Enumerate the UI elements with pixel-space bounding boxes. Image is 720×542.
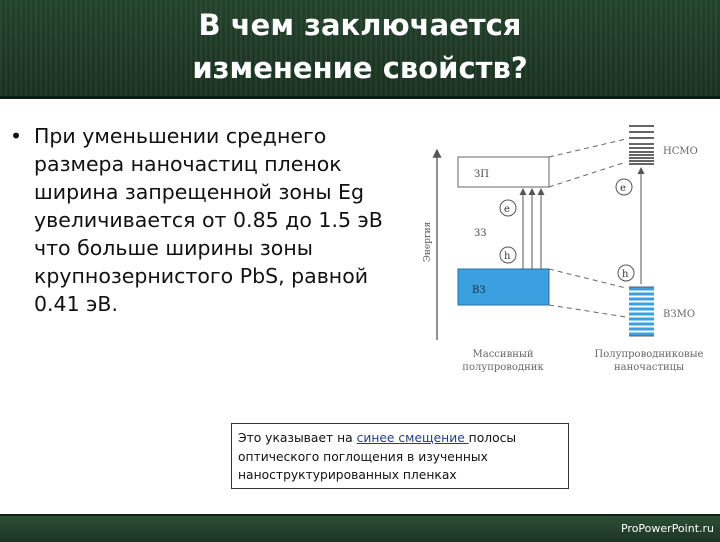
bulk-caption-line-2: полупроводник [462, 362, 544, 373]
dashed-connector [549, 162, 626, 187]
dashed-connector [549, 269, 626, 288]
footer-bar [0, 514, 720, 542]
slide-title [0, 4, 720, 90]
bullet-line: крупнозернистого PbS, равной [34, 264, 369, 288]
bullet-dot: • [10, 124, 23, 148]
note-text-end: полосы оптического поглощения в изученных наноструктурированных пленках [238, 431, 517, 482]
conduction-band [458, 157, 549, 187]
bulk-caption-line-1: Массивный [472, 349, 534, 360]
footer-brand: ProPowerPoint.ru [620, 522, 714, 535]
band-diagram [408, 112, 720, 387]
conduction-band-label: ЗП [474, 169, 489, 180]
bullet-line: что больше ширины зоны [34, 236, 313, 260]
dashed-connector [549, 139, 626, 157]
band-gap-label: ЗЗ [474, 228, 487, 239]
nano-caption-line-2: наночастицы [613, 362, 685, 373]
bullet-line: увеличивается от 0.85 до 1.5 эВ [34, 208, 383, 232]
nano-electron-label: e [620, 183, 626, 194]
bullet-item [10, 122, 402, 318]
valence-band-label: ВЗ [472, 285, 486, 296]
bullet-line: ширина запрещенной зоны Eg [34, 180, 365, 204]
nano-hole-label: h [622, 269, 629, 280]
bullet-line: размера наночастиц пленок [34, 152, 342, 176]
hole-label: h [504, 251, 511, 262]
electron-label: e [504, 204, 510, 215]
bullet-text [34, 122, 402, 318]
title-line-1: В чем заключается [198, 8, 522, 42]
energy-axis-label: Энергия [423, 221, 433, 262]
homo-label: ВЗМО [663, 309, 696, 320]
title-line-2: изменение свойств? [192, 51, 528, 85]
nano-lower-levels [629, 289, 654, 334]
header-bar [0, 0, 720, 99]
note-box [231, 423, 569, 489]
nano-caption-line-1: Полупроводниковые [594, 349, 704, 360]
bullet-line: При уменьшении среднего [34, 124, 327, 148]
lumo-label: НСМО [663, 146, 698, 157]
dashed-connector [549, 305, 626, 317]
bullet-line: 0.41 эВ. [34, 292, 118, 316]
note-text-start: Это указывает на [238, 431, 357, 445]
nano-upper-levels [629, 126, 654, 164]
note-highlight-link[interactable]: синее смещение [356, 431, 469, 445]
